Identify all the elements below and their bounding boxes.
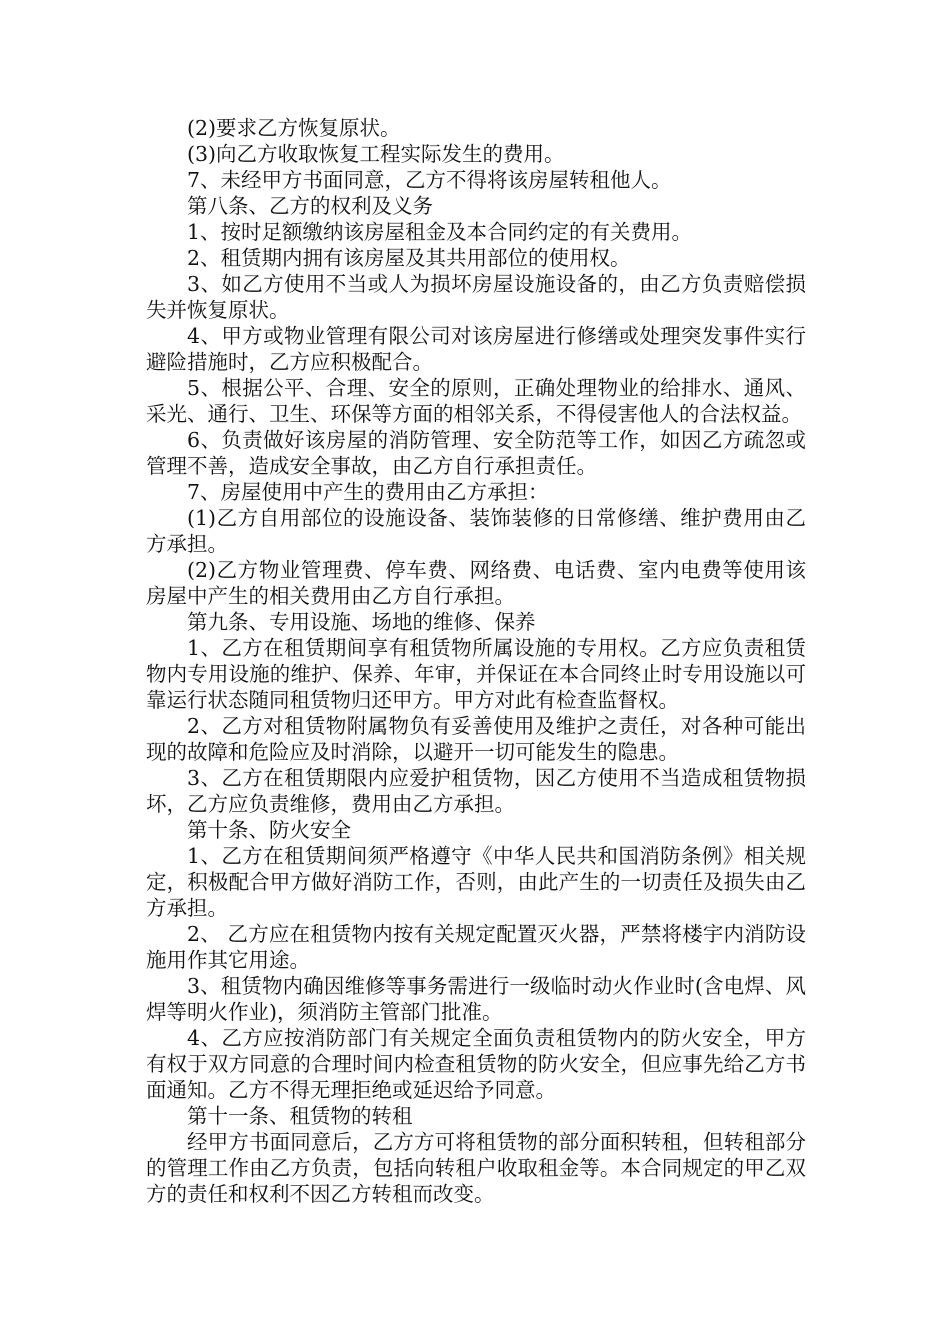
paragraph: 7、房屋使用中产生的费用由乙方承担： xyxy=(187,480,549,504)
paragraph: 6、负责做好该房屋的消防管理、安全防范等工作，如因乙方疏忽或管理不善，造成安全事故，由乙方自行承担责任。 xyxy=(146,428,806,478)
paragraph: 5、根据公平、合理、安全的原则，正确处理物业的给排水、通风、采光、通行、卫生、环保等方面的相邻关系，不得侵害他人的合法权益。 xyxy=(146,376,806,426)
paragraph: (3)向乙方收取恢复工程实际发生的费用。 xyxy=(187,142,565,166)
paragraph: 2、 乙方应在租赁物内按有关规定配置灭火器，严禁将楼宇内消防设施用作其它用途。 xyxy=(146,922,806,972)
section-heading: 第八条、乙方的权利及义务 xyxy=(187,194,433,218)
paragraph: 2、乙方对租赁物附属物负有妥善使用及维护之责任，对各种可能出现的故障和危险应及时消除，以避开一切可能发生的隐患。 xyxy=(146,714,806,764)
paragraph: 3、乙方在租赁期限内应爱护租赁物，因乙方使用不当造成租赁物损坏，乙方应负责维修，费用由乙方承担。 xyxy=(146,766,806,816)
paragraph: 4、甲方或物业管理有限公司对该房屋进行修缮或处理突发事件实行避险措施时，乙方应积极配合。 xyxy=(146,324,806,374)
paragraph: 3、租赁物内确因维修等事务需进行一级临时动火作业时(含电焊、风焊等明火作业)，须消防主管部门批准。 xyxy=(146,974,806,1024)
paragraph: (2)要求乙方恢复原状。 xyxy=(187,116,401,140)
paragraph: (1)乙方自用部位的设施设备、装饰装修的日常修缮、维护费用由乙方承担。 xyxy=(146,506,806,556)
paragraph: 1、乙方在租赁期间须严格遵守《中华人民共和国消防条例》相关规定，积极配合甲方做好消防工作，否则，由此产生的一切责任及损失由乙方承担。 xyxy=(146,844,806,920)
paragraph: 1、乙方在租赁期间享有租赁物所属设施的专用权。乙方应负责租赁物内专用设施的维护、保养、年审，并保证在本合同终止时专用设施以可靠运行状态随同租赁物归还甲方。甲方对此有检查监督权。 xyxy=(146,636,806,712)
section-heading: 第十一条、租赁物的转租 xyxy=(187,1104,413,1128)
paragraph: 7、未经甲方书面同意，乙方不得将该房屋转租他人。 xyxy=(187,168,672,192)
paragraph: 经甲方书面同意后，乙方方可将租赁物的部分面积转租，但转租部分的管理工作由乙方负责，包括向转租户收取租金等。本合同规定的甲乙双方的责任和权利不因乙方转租而改变。 xyxy=(146,1130,806,1206)
section-heading: 第十条、防火安全 xyxy=(187,818,351,842)
paragraph: 3、如乙方使用不当或人为损坏房屋设施设备的，由乙方负责赔偿损失并恢复原状。 xyxy=(146,272,806,322)
document-body xyxy=(146,115,806,1207)
paragraph: 4、乙方应按消防部门有关规定全面负责租赁物内的防火安全，甲方有权于双方同意的合理时间内检查租赁物的防火安全，但应事先给乙方书面通知。乙方不得无理拒绝或延迟给予同意。 xyxy=(146,1026,806,1102)
paragraph: 2、租赁期内拥有该房屋及其共用部位的使用权。 xyxy=(187,246,631,270)
paragraph: (2)乙方物业管理费、停车费、网络费、电话费、室内电费等使用该房屋中产生的相关费用由乙方自行承担。 xyxy=(146,558,806,608)
section-heading: 第九条、专用设施、场地的维修、保养 xyxy=(187,610,536,634)
paragraph: 1、按时足额缴纳该房屋租金及本合同约定的有关费用。 xyxy=(187,220,693,244)
